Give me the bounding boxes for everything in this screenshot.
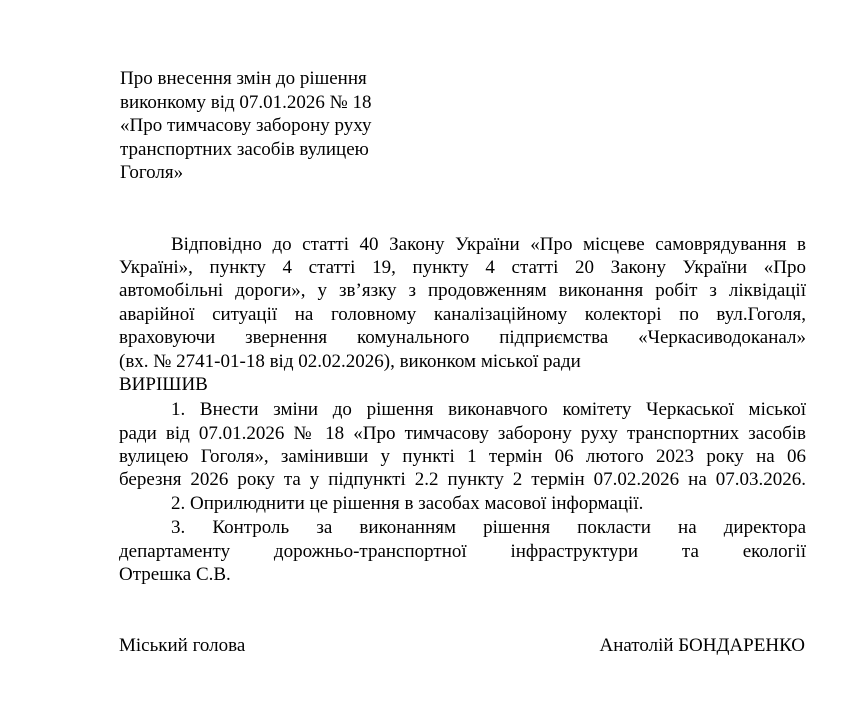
signature-position: Міський голова (119, 635, 246, 656)
title-line: транспортних засобів вулицею (120, 138, 369, 160)
item-line: департаменту дорожньо-транспортної інфраструктури та екології (119, 541, 806, 562)
document-title-block (120, 67, 372, 185)
title-line: виконкому від 07.01.2026 № 18 (120, 91, 372, 113)
title-line: Про внесення змін до рішення (120, 68, 367, 89)
preamble-line: враховуючи звернення комунального підприємства «Черкасиводоканал» (119, 327, 806, 348)
preamble-line: Україні», пункту 4 статті 19, пункту 4 статті 20 Закону України «Про (119, 257, 806, 278)
item-line: вулицею Гоголя», замінивши у пункті 1 термін 06 лютого 2023 року на 06 (119, 446, 806, 467)
item-line: ради від 07.01.2026 № 18 «Про тимчасову заборону руху транспортних засобів (119, 423, 806, 444)
item-line: 1. Внести зміни до рішення виконавчого комітету Черкаської міської (171, 399, 806, 420)
title-line: Гоголя» (120, 162, 184, 183)
decision-heading: ВИРІШИВ (119, 374, 208, 395)
item-line: березня 2026 року та у підпункті 2.2 пункту 2 термін 07.02.2026 на 07.03.2026. (119, 469, 806, 490)
preamble-line: (вх. № 2741-01-18 від 02.02.2026), виконком міської ради (119, 351, 581, 372)
item-line: 2. Оприлюднити це рішення в засобах масової інформації. (171, 493, 644, 514)
item-line: 3. Контроль за виконанням рішення покласти на директора (171, 517, 806, 538)
preamble-line: Відповідно до статті 40 Закону України «Про місцеве самоврядування в (171, 234, 806, 255)
preamble-line: автомобільні дороги», у зв’язку з продовженням виконання робіт з ліквідації (119, 280, 806, 301)
preamble-line: аварійної ситуації на головному каналізаційному колекторі по вул.Гоголя, (119, 304, 806, 325)
item-line: Отрешка С.В. (119, 564, 231, 585)
signature-name: Анатолій БОНДАРЕНКО (599, 635, 805, 656)
title-line: «Про тимчасову заборону руху (120, 115, 372, 136)
